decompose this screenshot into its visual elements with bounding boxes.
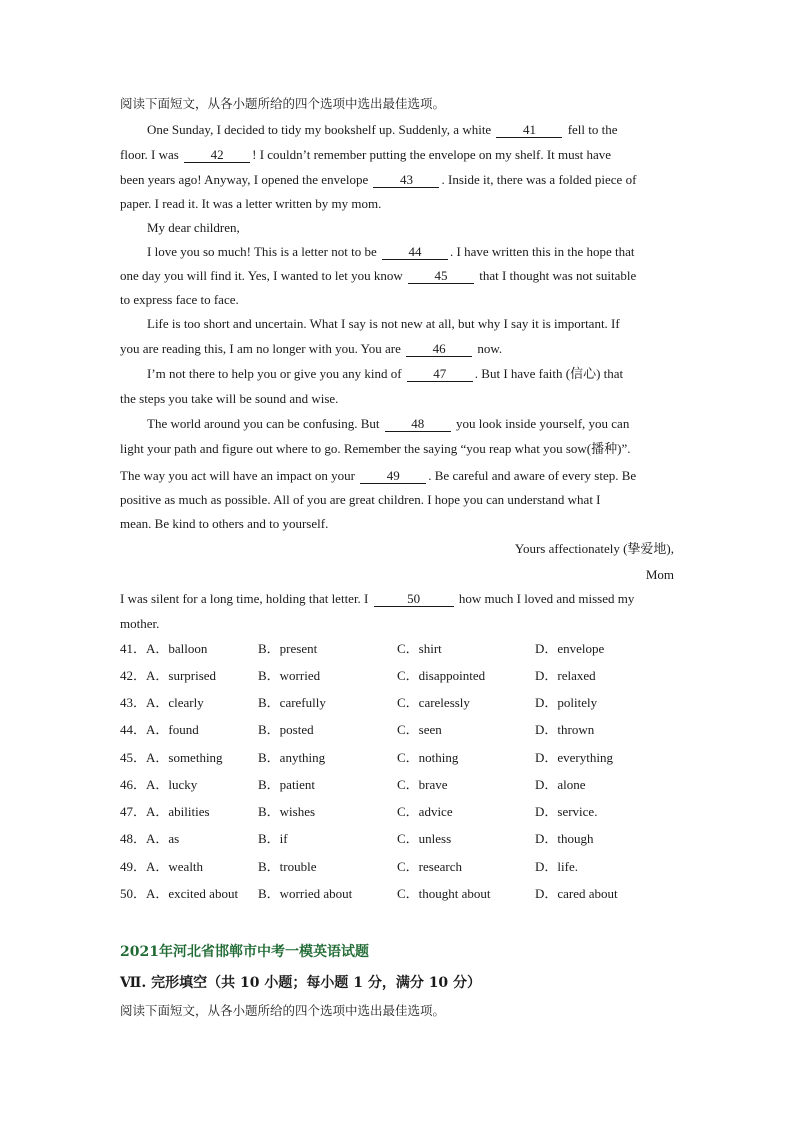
option-46-c[interactable]: C．brave	[397, 777, 448, 792]
option-43-b[interactable]: B．carefully	[258, 695, 326, 710]
option-49-b[interactable]: B．trouble	[258, 859, 317, 874]
question-44-options	[120, 721, 680, 739]
blank-44: 44	[382, 245, 448, 260]
option-44-a[interactable]: 44．A．found	[120, 722, 199, 737]
option-50-c[interactable]: C．thought about	[397, 886, 491, 901]
passage-line: I’m not there to help you or give you any kind of 47 . But I have faith (信心) that	[147, 366, 624, 381]
passage-line: the steps you take will be sound and wise.	[120, 391, 339, 406]
instruction-text: 阅读下面短文，从各小题所给的四个选项中选出最佳选项。	[120, 96, 446, 111]
passage-line: you are reading this, I am no longer with you. You are 46 now.	[120, 341, 503, 356]
passage-line: Life is too short and uncertain. What I say is not new at all, but why I say it is important. If	[147, 316, 620, 331]
option-46-b[interactable]: B．patient	[258, 777, 316, 792]
option-50-d[interactable]: D．cared about	[535, 886, 618, 901]
passage-line: paper. I read it. It was a letter written by my mom.	[120, 196, 382, 211]
passage-line: The world around you can be confusing. But 48 you look inside yourself, you can	[147, 416, 630, 431]
blank-48: 48	[385, 417, 451, 432]
option-43-c[interactable]: C．carelessly	[397, 695, 470, 710]
blank-42: 42	[184, 148, 250, 163]
option-48-b[interactable]: B．if	[258, 831, 288, 846]
option-43-d[interactable]: D．politely	[535, 695, 598, 710]
question-49-options	[120, 858, 680, 876]
passage-line: floor. I was 42 ! I couldn’t remember putting the envelope on my shelf. It must have	[120, 147, 612, 162]
option-50-b[interactable]: B．worried about	[258, 886, 353, 901]
letter-greeting: My dear children,	[147, 220, 240, 235]
option-42-a[interactable]: 42．A．surprised	[120, 668, 217, 683]
option-48-a[interactable]: 48．A．as	[120, 831, 180, 846]
passage-line: mean. Be kind to others and to yourself.	[120, 516, 329, 531]
option-49-d[interactable]: D．life.	[535, 859, 578, 874]
option-47-d[interactable]: D．service.	[535, 804, 598, 819]
blank-45: 45	[408, 269, 474, 284]
option-49-c[interactable]: C．research	[397, 859, 462, 874]
passage-line: positive as much as possible. All of you are great children. I hope you can understand what I	[120, 492, 601, 507]
option-44-c[interactable]: C．seen	[397, 722, 442, 737]
section-title: 2021年河北省邯郸市中考一模英语试题	[120, 944, 369, 960]
question-47-options	[120, 803, 680, 821]
option-47-a[interactable]: 47．A．abilities	[120, 804, 210, 819]
blank-46: 46	[406, 342, 472, 357]
passage-line: I love you so much! This is a letter not to be 44 . I have written this in the hope that	[147, 244, 635, 259]
question-45-options	[120, 749, 680, 767]
passage-line: mother.	[120, 616, 160, 631]
option-49-a[interactable]: 49．A．wealth	[120, 859, 204, 874]
option-45-a[interactable]: 45．A．something	[120, 750, 223, 765]
passage-line: The way you act will have an impact on your 49 . Be careful and aware of every step. Be	[120, 468, 637, 483]
option-48-c[interactable]: C．unless	[397, 831, 452, 846]
option-45-b[interactable]: B．anything	[258, 750, 326, 765]
section-instruction: 阅读下面短文，从各小题所给的四个选项中选出最佳选项。	[120, 1003, 446, 1018]
option-42-d[interactable]: D．relaxed	[535, 668, 596, 683]
question-41-options	[120, 640, 680, 658]
passage-line: I was silent for a long time, holding that letter. I 50 how much I loved and missed my	[120, 591, 635, 606]
question-48-options	[120, 830, 680, 848]
blank-41: 41	[496, 123, 562, 138]
option-47-b[interactable]: B．wishes	[258, 804, 316, 819]
option-50-a[interactable]: 50．A．excited about	[120, 886, 239, 901]
question-43-options	[120, 694, 680, 712]
option-44-d[interactable]: D．thrown	[535, 722, 595, 737]
option-42-b[interactable]: B．worried	[258, 668, 321, 683]
section-subtitle: Ⅶ. 完形填空（共 10 小题；每小题 1 分，满分 10 分）	[120, 975, 482, 991]
blank-50: 50	[374, 592, 454, 607]
option-41-d[interactable]: D．envelope	[535, 641, 605, 656]
option-47-c[interactable]: C．advice	[397, 804, 453, 819]
option-44-b[interactable]: B．posted	[258, 722, 314, 737]
passage-line: light your path and figure out where to go. Remember the saying “you reap what you sow(播种)”.	[120, 441, 631, 456]
option-41-c[interactable]: C．shirt	[397, 641, 442, 656]
blank-49: 49	[360, 469, 426, 484]
letter-closing: Yours affectionately (挚爱地),	[514, 541, 674, 556]
blank-43: 43	[373, 173, 439, 188]
passage-line: to express face to face.	[120, 292, 239, 307]
option-41-b[interactable]: B．present	[258, 641, 318, 656]
passage-line: been years ago! Anyway, I opened the envelope 43 . Inside it, there was a folded piece of	[120, 172, 637, 187]
blank-47: 47	[407, 367, 473, 382]
question-50-options	[120, 885, 680, 903]
option-48-d[interactable]: D．though	[535, 831, 594, 846]
passage-line: one day you will find it. Yes, I wanted to let you know 45 that I thought was not suitable	[120, 268, 637, 283]
option-45-d[interactable]: D．everything	[535, 750, 613, 765]
option-43-a[interactable]: 43．A．clearly	[120, 695, 204, 710]
question-46-options	[120, 776, 680, 794]
question-42-options	[120, 667, 680, 685]
option-45-c[interactable]: C．nothing	[397, 750, 459, 765]
option-41-a[interactable]: 41．A．balloon	[120, 641, 208, 656]
letter-signature: Mom	[645, 567, 674, 582]
option-42-c[interactable]: C．disappointed	[397, 668, 486, 683]
option-46-a[interactable]: 46．A．lucky	[120, 777, 198, 792]
option-46-d[interactable]: D．alone	[535, 777, 586, 792]
passage-line: One Sunday, I decided to tidy my bookshelf up. Suddenly, a white 41 fell to the	[147, 122, 618, 137]
